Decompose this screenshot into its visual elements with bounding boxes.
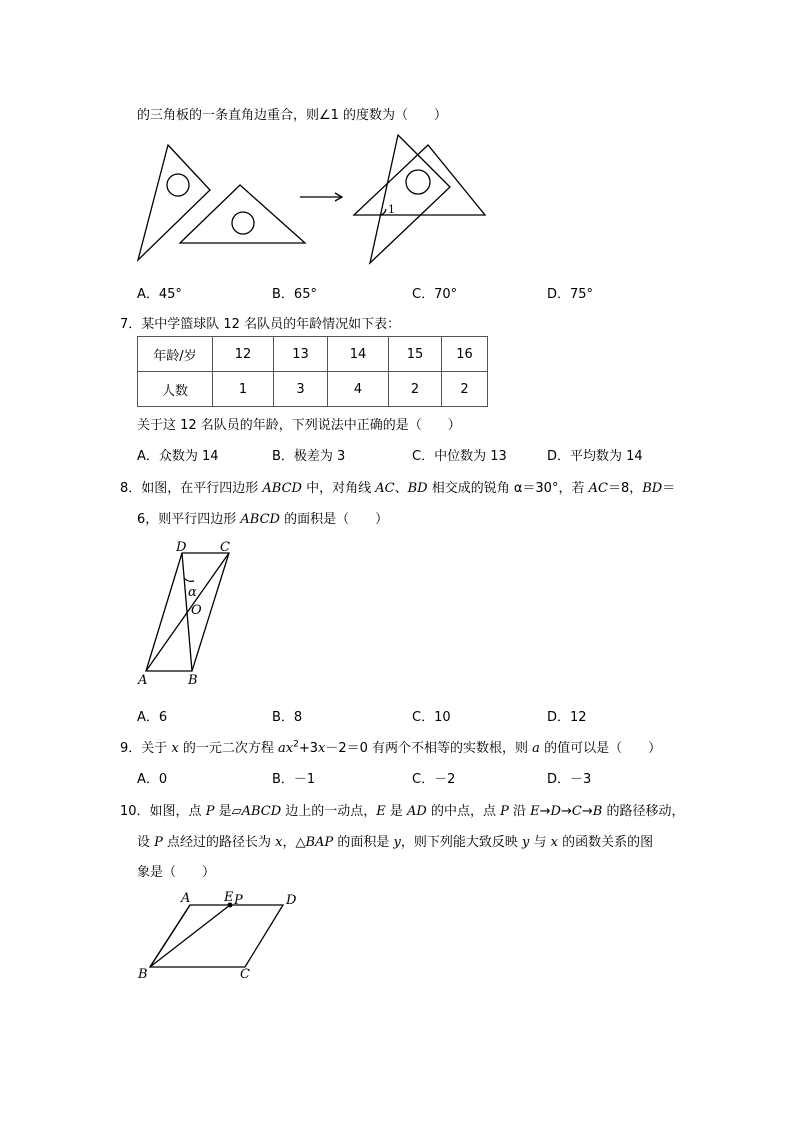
table-row — [138, 337, 488, 372]
q6-set-square-overlap-b — [370, 135, 450, 263]
q8-angle-mark — [184, 578, 194, 581]
q6-figure — [130, 135, 500, 265]
q10-label-p: P — [234, 893, 243, 908]
q7-age-table — [137, 336, 488, 407]
q7-option-c[interactable]: C．中位数为 13 — [412, 449, 507, 464]
q6-hole-left — [167, 174, 189, 196]
q10-label-d: D — [286, 893, 297, 908]
q9-option-a[interactable]: A．0 — [137, 772, 168, 787]
table-cell: 16 — [442, 337, 488, 372]
q9-option-c[interactable]: C．－2 — [412, 772, 456, 787]
q9-option-d[interactable]: D．－3 — [547, 772, 592, 787]
q6-option-c[interactable]: C．70° — [412, 287, 458, 302]
table-cell: 年龄/岁 — [138, 337, 213, 372]
q8-label-c: C — [220, 540, 230, 555]
q8-label-d: D — [176, 540, 187, 555]
table-row — [138, 372, 488, 407]
q7-option-d[interactable]: D．平均数为 14 — [547, 449, 643, 464]
table-cell: 1 — [213, 372, 274, 407]
table-cell: 12 — [213, 337, 274, 372]
q8-label-b: B — [188, 673, 198, 688]
q10-segment-bp — [150, 905, 230, 967]
table-cell: 15 — [389, 337, 442, 372]
q10-label-b: B — [138, 967, 148, 982]
q7-question: 关于这 12 名队员的年龄，下列说法中正确的是（ ） — [137, 418, 461, 433]
q10-figure — [135, 890, 310, 985]
q8-option-d[interactable]: D．12 — [547, 710, 587, 725]
table-cell: 4 — [328, 372, 389, 407]
q7-option-b[interactable]: B．极差为 3 — [272, 449, 346, 464]
q6-hole-overlap — [406, 170, 430, 194]
q10-segment-ab — [150, 905, 190, 967]
table-cell: 14 — [328, 337, 389, 372]
table-cell: 人数 — [138, 372, 213, 407]
q6-option-b[interactable]: B．65° — [272, 287, 317, 302]
q6-option-a[interactable]: A．45° — [137, 287, 182, 302]
q6-hole-middle — [232, 212, 254, 234]
q10-label-c: C — [240, 967, 250, 982]
table-cell: 2 — [442, 372, 488, 407]
q9-option-b[interactable]: B．－1 — [272, 772, 316, 787]
q8-label-a: A — [138, 673, 148, 688]
q8-label-o: O — [191, 603, 202, 618]
q9-stem: 9．关于 x 的一元二次方程 $ax^2+3x-2=0$ 有两个不相等的实数根，则 a 的值可以是（ ） — [120, 739, 662, 756]
q8-option-c[interactable]: C．10 — [412, 710, 451, 725]
q10-line1: 10．如图，点 P 是▱ABCD 边上的一动点，E 是 AD 的中点，点 P 沿 E→D→C→B 的路径移动， — [120, 804, 685, 819]
q6-text: 的三角板的一条直角边重合，则∠1 的度数为（ ） — [137, 108, 448, 123]
table-cell: 3 — [274, 372, 328, 407]
q6-set-square-overlap-a — [354, 145, 485, 215]
q7-option-a[interactable]: A．众数为 14 — [137, 449, 219, 464]
q10-line2: 设 P 点经过的路径长为 x，△BAP 的面积是 y，则下列能大致反映 y 与 x 的函数关系的图 — [137, 835, 654, 850]
q8-label-alpha: α — [188, 585, 197, 600]
q8-line1: 8．如图，在平行四边形 ABCD 中，对角线 AC、BD 相交成的锐角 α＝30°，若 AC＝8，BD＝ — [120, 481, 676, 496]
q7-stem: 7．某中学篮球队 12 名队员的年龄情况如下表： — [120, 317, 401, 332]
q10-label-a: A — [181, 891, 191, 906]
q6-option-d[interactable]: D．75° — [547, 287, 594, 302]
q10-label-e: E — [224, 890, 234, 905]
q8-figure — [136, 536, 246, 688]
q10-line3: 象是（ ） — [137, 865, 216, 880]
q6-angle-label: 1 — [388, 203, 395, 216]
table-cell: 13 — [274, 337, 328, 372]
q8-line2: 6，则平行四边形 ABCD 的面积是（ ） — [137, 512, 389, 527]
table-cell: 2 — [389, 372, 442, 407]
q8-option-a[interactable]: A．6 — [137, 710, 168, 725]
q8-option-b[interactable]: B．8 — [272, 710, 303, 725]
